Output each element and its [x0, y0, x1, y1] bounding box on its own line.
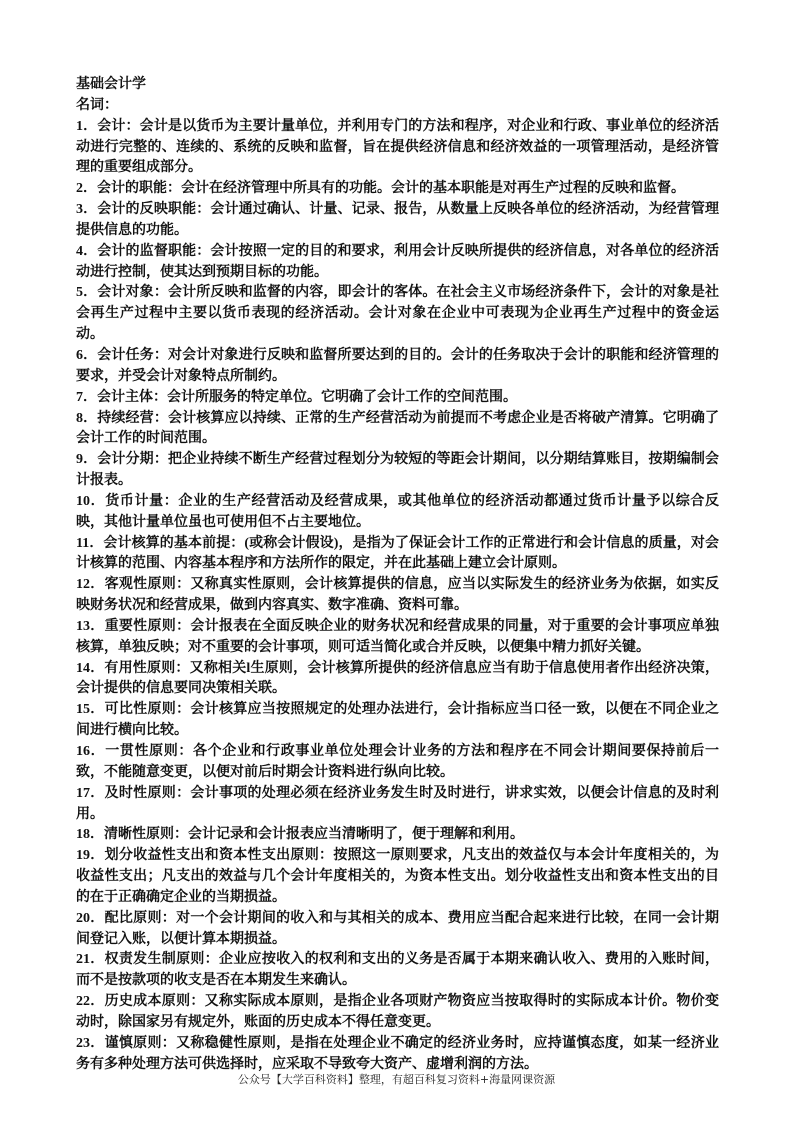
- term-number: 13．: [76, 618, 105, 634]
- term-text: 客观性原则：又称真实性原则，会计核算提供的信息，应当以实际发生的经济业务为依据，如实反映财务状况和经营成果，做到内容真实、数字准确、资料可靠。: [76, 577, 720, 614]
- term-number: 9．: [76, 452, 98, 468]
- term-item: [76, 242, 719, 284]
- term-number: 6．: [76, 347, 98, 363]
- term-text: 会计的反映职能：会计通过确认、计量、记录、报告，从数量上反映各单位的经济活动，为经营管理提供信息的功能。: [76, 202, 720, 238]
- term-number: 18．: [76, 827, 104, 843]
- term-number: 12．: [76, 577, 105, 593]
- term-text: 会计主体：会计所服务的特定单位。它明确了会计工作的空间范围。: [97, 389, 517, 405]
- term-item: [76, 200, 719, 242]
- term-number: 17．: [76, 785, 105, 801]
- page-footer: 公众号【大学百科资料】整理，有超百科复习资料+海量网课资源: [237, 1073, 556, 1086]
- term-text: 会计：会计是以货币为主要计量单位，并利用专门的方法和程序，对企业和行政、事业单位的经济活动进行完整的、连续的、系统的反映和监督，旨在提供经济信息和经济效益的一项管理活动，是经济管理的重要组成部分。: [76, 118, 720, 176]
- term-item: [76, 1034, 719, 1076]
- term-number: 5．: [76, 285, 98, 301]
- section-heading: 名词：: [76, 97, 118, 113]
- term-text: 清晰性原则：会计记录和会计报表应当清晰明了，便于理解和利用。: [104, 827, 524, 843]
- term-text: 会计的职能：会计在经济管理中所具有的功能。会计的基本职能是对再生产过程的反映和监督。: [97, 181, 685, 197]
- term-number: 4．: [76, 243, 98, 259]
- term-text: 及时性原则：会计事项的处理必须在经济业务发生时及时进行，讲求实效，以便会计信息的及时利用。: [76, 785, 720, 822]
- term-item: [76, 575, 719, 617]
- term-item: [76, 117, 719, 180]
- term-item: [76, 346, 719, 388]
- term-number: 3．: [76, 202, 98, 218]
- term-text: 权责发生制原则：企业应按收入的权利和支出的义务是否属于本期来确认收入、费用的入账时间，而不是按款项的收支是否在本期发生来确认。: [76, 952, 720, 989]
- term-item: [76, 283, 719, 346]
- term-text: 会计分期：把企业持续不断生产经营过程划分为较短的等距会计期间，以分期结算账目，按期编制会计报表。: [76, 452, 720, 489]
- term-text: 配比原则：对一个会计期间的收入和与其相关的成本、费用应当配合起来进行比较，在同一会计期间登记入账，以便计算本期损益。: [76, 910, 720, 947]
- term-number: 15．: [76, 702, 105, 718]
- term-text: 可比性原则：会计核算应当按照规定的处理办法进行，会计指标应当口径一致，以便在不同企业之间进行横向比较。: [76, 702, 720, 739]
- term-item: [76, 617, 719, 659]
- term-number: 22．: [76, 994, 105, 1010]
- term-text: 货币计量：企业的生产经营活动及经营成果，或其他单位的经济活动都通过货币计量予以综合反映，其他计量单位虽也可使用但不占主要地位。: [76, 493, 720, 530]
- term-item: [76, 784, 719, 826]
- term-number: 8．: [76, 410, 98, 426]
- term-item: [76, 659, 719, 701]
- term-item: [76, 492, 719, 534]
- term-item: [76, 700, 719, 742]
- term-number: 14．: [76, 660, 105, 676]
- term-number: 20．: [76, 910, 105, 926]
- term-text: 会计的监督职能：会计按照一定的目的和要求，利用会计反映所提供的经济信息，对各单位的经济活动进行控制，使其达到预期目标的功能。: [76, 243, 720, 280]
- term-item: [76, 742, 719, 784]
- term-number: 2．: [76, 181, 97, 197]
- term-number: 1．: [76, 118, 98, 134]
- term-number: 10．: [76, 493, 106, 509]
- term-item: [76, 950, 719, 992]
- term-item: [76, 409, 719, 451]
- document-title: 基础会计学: [76, 77, 146, 92]
- term-item: [76, 534, 719, 576]
- term-text: 会计核算的基本前提：(或称会计假设)，是指为了保证会计工作的正常进行和会计信息的质量，对会计核算的范围、内容基本程序和方法所作的限定，并在此基础上建立会计原则。: [76, 535, 719, 572]
- term-number: 21．: [76, 952, 105, 968]
- term-item: [76, 450, 719, 492]
- term-number: 11．: [76, 535, 104, 551]
- term-text: 划分收益性支出和资本性支出原则：按照这一原则要求，凡支出的效益仅与本会计年度相关的，为收益性支出；凡支出的效益与几个会计年度相关的，为资本性支出。划分收益性支出和资本性支出的目的在于正确确定企业的当期损益。: [76, 848, 720, 905]
- term-number: 23．: [76, 1035, 105, 1051]
- term-item: [76, 992, 719, 1034]
- term-text: 有用性原则：又称相关l生原则，会计核算所提供的经济信息应当有助于信息使用者作出经济决策，会计提供的信息要同决策相关联。: [76, 660, 719, 697]
- term-number: 7．: [76, 389, 97, 405]
- term-number: 16．: [76, 744, 106, 759]
- term-item: [76, 846, 719, 909]
- term-item: [76, 388, 719, 409]
- term-text: 一贯性原则：各个企业和行政事业单位处理会计业务的方法和程序在不同会计期间要保持前后一致，不能随意变更，以便对前后时期会计资料进行纵向比较。: [76, 744, 720, 780]
- term-item: [76, 909, 719, 951]
- document-body: [76, 75, 719, 1076]
- term-text: 重要性原则：会计报表在全面反映企业的财务状况和经营成果的同量，对于重要的会计事项应单独核算，单独反映；对不重要的会计事项，则可适当简化或合并反映，以便集中精力抓好关键。: [76, 618, 720, 655]
- term-text: 会计对象：会计所反映和监督的内容，即会计的客体。在社会主义市场经济条件下，会计的对象是社会再生产过程中主要以货币表现的经济活动。会计对象在企业中可表现为企业再生产过程中的资金运动。: [76, 285, 720, 343]
- term-number: 19．: [76, 848, 105, 864]
- term-text: 会计任务：对会计对象进行反映和监督所要达到的目的。会计的任务取决于会计的职能和经济管理的要求，并受会计对象特点所制约。: [76, 347, 720, 384]
- term-text: 谨慎原则：又称稳健性原则，是指在处理企业不确定的经济业务时，应持谨慎态度，如某一经济业务有多种处理方法可供选择时，应采取不导致夸大资产、虚增利润的方法。: [76, 1035, 720, 1072]
- term-list: [76, 117, 719, 1076]
- term-item: [76, 179, 719, 200]
- term-text: 历史成本原则：又称实际成本原则，是指企业各项财产物资应当按取得时的实际成本计价。物价变动时，除国家另有规定外，账面的历史成本不得任意变更。: [76, 994, 720, 1030]
- term-text: 持续经营：会计核算应以持续、正常的生产经营活动为前提而不考虑企业是否将破产清算。它明确了会计工作的时间范围。: [76, 410, 720, 447]
- term-item: [76, 825, 719, 846]
